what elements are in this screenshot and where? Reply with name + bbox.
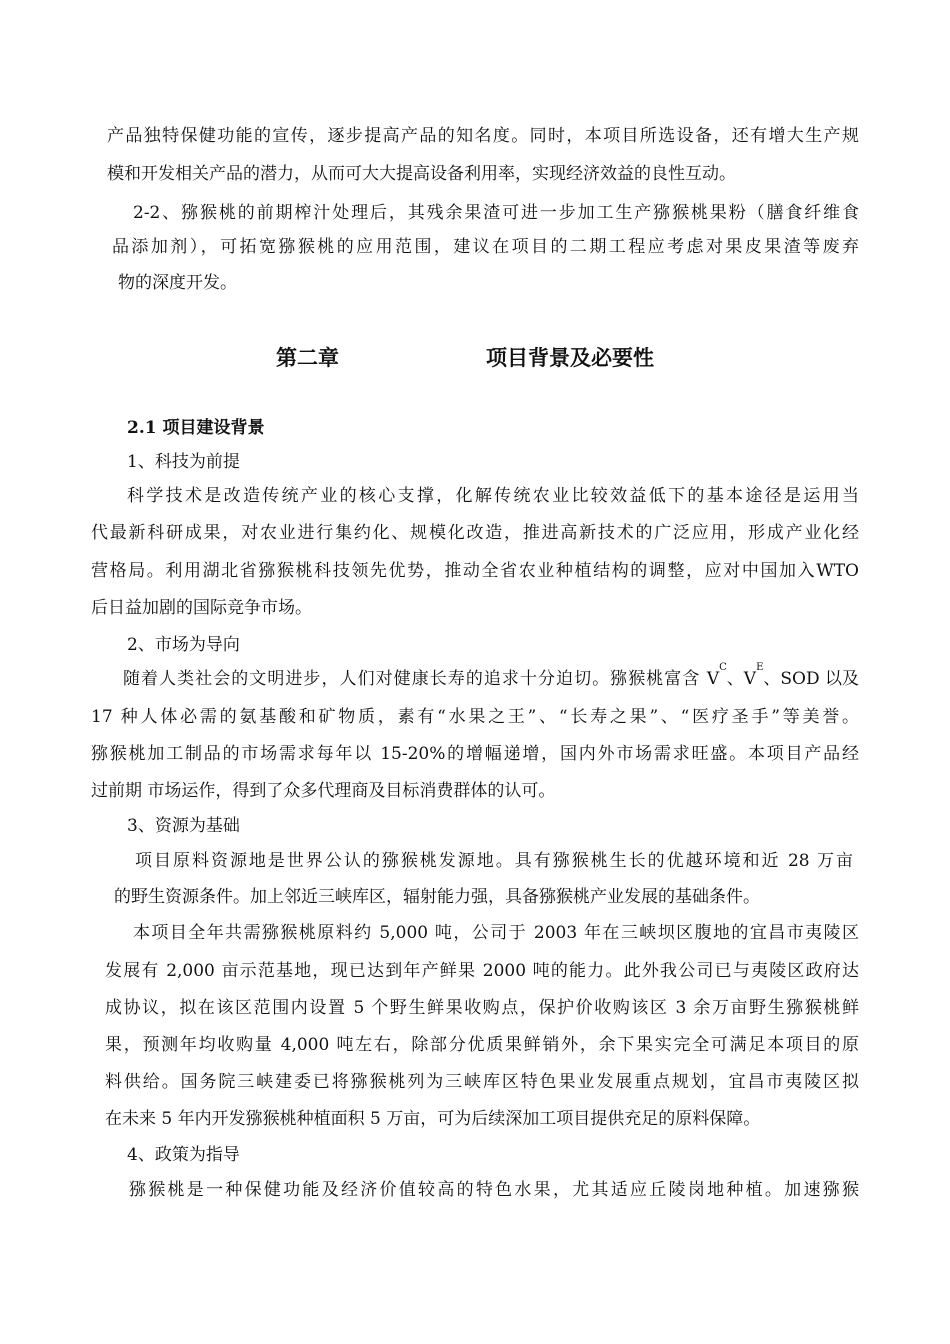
paragraph-line: 产品独特保健功能的宣传，逐步提高产品的知名度。同时，本项目所选设备，还有增大生产规: [107, 126, 859, 146]
paragraph-line: 模和开发相关产品的潜力，从而可大大提高设备利用率，实现经济效益的良性互动。: [107, 164, 736, 184]
paragraph-line: 成协议，拟在该区范围内设置 5 个野生鲜果收购点，保护价收购该区 3 余万亩野生猕猴桃鲜: [105, 998, 859, 1018]
paragraph-line: 果，预测年均收购量 4,000 吨左右，除部分优质果鲜销外，余下果实完全可满足本项目的原: [105, 1035, 859, 1055]
paragraph-line: 过前期 市场运作，得到了众多代理商及目标消费群体的认可。: [91, 781, 556, 801]
paragraph-line: [123, 662, 859, 690]
line-text: 随着人类社会的文明进步，人们对健康长寿的追求十分迫切。猕猴桃富含 V: [123, 669, 720, 689]
paragraph-line: 的野生资源条件。加上邻近三峡库区，辐射能力强，具备猕猴桃产业发展的基础条件。: [114, 887, 760, 907]
paragraph-line: 营格局。利用湖北省猕猴桃科技领先优势，推动全省农业种植结构的调整，应对中国加入WTO: [91, 561, 859, 581]
line-text: 、V: [726, 669, 757, 689]
paragraph-line: 猕猴桃是一种保健功能及经济价值较高的特色水果，尤其适应丘陵岗地种植。加速猕猴: [129, 1180, 859, 1200]
subsection-heading: 2、市场为导向: [127, 635, 240, 655]
subsection-heading: 1、科技为前提: [127, 452, 240, 472]
chapter-title: 项目背景及必要性: [486, 345, 654, 370]
paragraph-line: 本项目全年共需猕猴桃原料约 5,000 吨，公司于 2003 年在三峡坝区腹地的宜昌市夷陵区: [133, 923, 859, 943]
paragraph-line: 料供给。国务院三峡建委已将猕猴桃列为三峡库区特色果业发展重点规划，宜昌市夷陵区拟: [105, 1072, 859, 1092]
subsection-heading: 4、政策为指导: [127, 1145, 240, 1165]
paragraph-line: 代最新科研成果，对农业进行集约化、规模化改造，推进高新技术的广泛应用，形成产业化经: [91, 523, 859, 543]
vitamin-c-subscript: C: [719, 662, 727, 673]
paragraph-line: 17 种人体必需的氨基酸和矿物质，素有“水果之王”、“长寿之果”、“医疗圣手”等美誉。: [91, 707, 859, 727]
subsection-heading: 3、资源为基础: [127, 816, 240, 836]
vitamin-e-subscript: E: [756, 662, 764, 673]
line-text: 、SOD 以及: [763, 669, 859, 689]
paragraph-line: 在未来 5 年内开发猕猴桃种植面积 5 万亩，可为后续深加工项目提供充足的原料保障。: [105, 1109, 761, 1129]
section-heading: 2.1 项目建设背景: [127, 418, 265, 438]
paragraph-line: 2-2、猕猴桃的前期榨汁处理后，其残余果渣可进一步加工生产猕猴桃果粉（膳食纤维食: [133, 203, 859, 223]
paragraph-line: 猕猴桃加工制品的市场需求每年以 15-20%的增幅递增，国内外市场需求旺盛。本项目产品经: [91, 744, 859, 764]
paragraph-line: 后日益加剧的国际竞争市场。: [91, 598, 312, 618]
chapter-heading: [0, 342, 950, 372]
paragraph-line: 物的深度开发。: [118, 273, 237, 293]
paragraph-line: 品添加剂），可拓宽猕猴桃的应用范围，建议在项目的二期工程应考虑对果皮果渣等废弃: [112, 237, 859, 257]
paragraph-line: 发展有 2,000 亩示范基地，现已达到年产鲜果 2000 吨的能力。此外我公司已与夷陵区政府达: [105, 961, 859, 981]
paragraph-line: 项目原料资源地是世界公认的猕猴桃发源地。具有猕猴桃生长的优越环境和近 28 万亩: [135, 851, 853, 871]
paragraph-line: 科学技术是改造传统产业的核心支撑，化解传统农业比较效益低下的基本途径是运用当: [127, 486, 859, 506]
chapter-number: 第二章: [276, 345, 339, 370]
